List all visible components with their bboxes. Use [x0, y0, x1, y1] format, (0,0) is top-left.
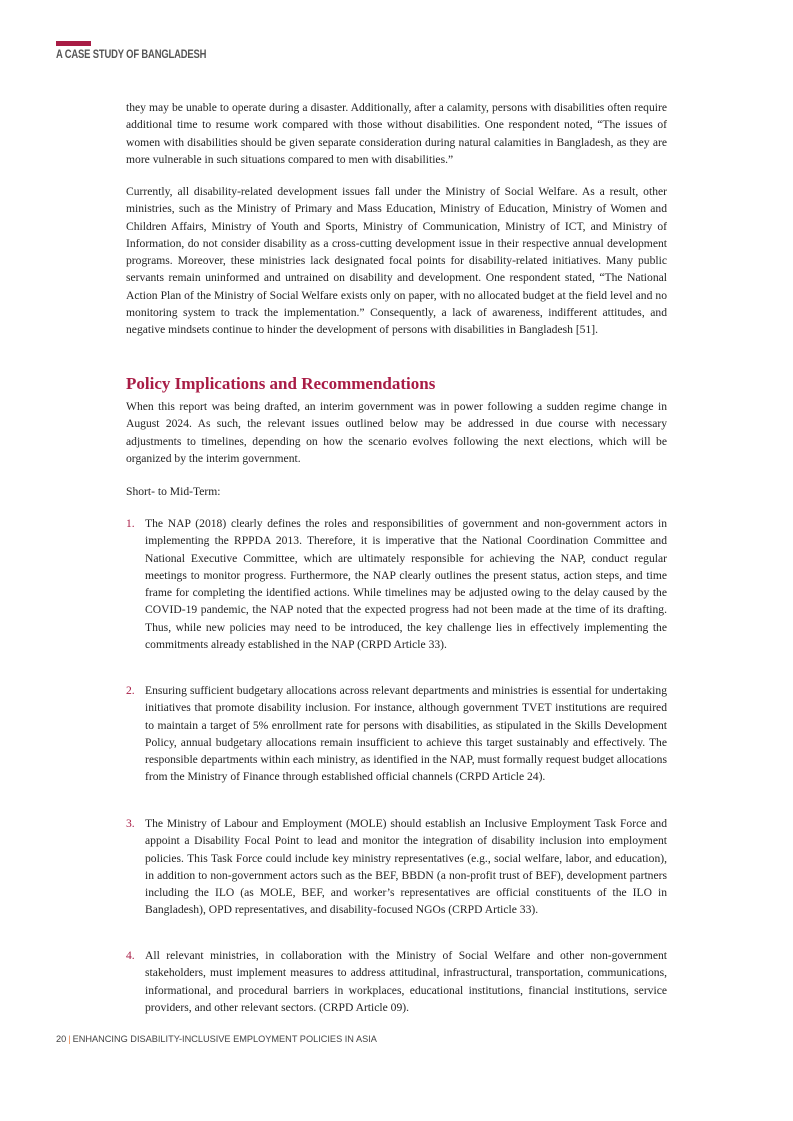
page-number: 20 [56, 1034, 67, 1044]
recommendation-item-3 [126, 815, 667, 919]
list-number: 1. [126, 517, 135, 530]
list-number: 4. [126, 949, 135, 962]
header-accent-bar [56, 41, 91, 46]
body-paragraph-2 [126, 183, 667, 339]
list-item-text: The NAP (2018) clearly defines the roles and responsibilities of government and non-government actors in implementing the RPPDA 2013. Therefore, it is imperative that the National Coordination Committee and National Executive Committee, which are ultimately responsible for achieving the NAP, conduct regular meetings to monitor progress. Furthermore, the NAP clearly outlines the present status, action steps, and time frame for completing the identified actions. While timelines may be adjusted owing to the delay caused by the COVID-19 pandemic, the NAP noted that the expected progress had not been made at the time of its drafting. Thus, while new policies may need to be introduced, the key challenge lies in effectively implementing the commitments already established in the NAP (CRPD Article 33). [145, 517, 667, 652]
list-number: 2. [126, 684, 135, 697]
section-subheading [126, 483, 667, 500]
footer-separator: | [68, 1034, 71, 1044]
recommendation-item-1 [126, 515, 667, 653]
paragraph-text: they may be unable to operate during a disaster. Additionally, after a calamity, persons with disabilities often require additional time to resume work compared with those without disabilities. One respondent noted, “The issues of women with disabilities should be given separate consideration during natural calamities in Bangladesh, as they are more vulnerable in such situations compared to men with disabilities.” [126, 101, 667, 166]
section-heading: Policy Implications and Recommendations [126, 374, 436, 393]
paragraph-text: When this report was being drafted, an interim government was in power following a sudden regime change in August 2024. As such, the relevant issues outlined below may be addressed in due course with necessary adjustments to timelines, depending on how the scenario evolves following the next elections, which will be organized by the interim government. [126, 400, 667, 465]
list-item-text: The Ministry of Labour and Employment (MOLE) should establish an Inclusive Employment Task Force and appoint a Disability Focal Point to lead and monitor the integration of disability inclusion into employment policies. This Task Force could include key ministry representatives (e.g., social welfare, labor, and education), in addition to non-government actors such as the BEF, BBDN (a non-profit trust of BEF), development partners including the ILO (as MOLE, BEF, and worker’s representatives are official constituents of the ILO in Bangladesh), OPD representatives, and disability-focused NGOs (CRPD Article 33). [145, 817, 667, 917]
recommendation-item-2 [126, 682, 667, 786]
footer-title: ENHANCING DISABILITY-INCLUSIVE EMPLOYMENT POLICIES IN ASIA [72, 1034, 377, 1044]
list-item-text: All relevant ministries, in collaboration with the Ministry of Social Welfare and other non-government stakeholders, must implement measures to address attitudinal, infrastructural, transportation, communications, informational, and procedural barriers in workplaces, educational institutions, financial institutions, service providers, and other relevant sectors. (CRPD Article 09). [145, 949, 667, 1014]
list-item-text: Ensuring sufficient budgetary allocations across relevant departments and ministries is essential for undertaking initiatives that promote disability inclusion. For instance, although government TVET institutions are required to maintain a target of 5% enrollment rate for persons with disabilities, as stipulated in the Skills Development Policy, annual budgetary allocations remain insufficient to achieve this target sustainably and effectively. The responsible departments within each ministry, as identified in the NAP, must formally request budget allocations from the Ministry of Finance through established official channels (CRPD Article 24). [145, 684, 667, 784]
list-number: 3. [126, 817, 135, 830]
subheading-text: Short- to Mid-Term: [126, 485, 221, 498]
body-paragraph-1 [126, 99, 667, 168]
running-footer [56, 1034, 377, 1044]
recommendation-item-4 [126, 947, 667, 1016]
paragraph-text: Currently, all disability-related development issues fall under the Ministry of Social Welfare. As a result, other ministries, such as the Ministry of Primary and Mass Education, Ministry of Education, Ministry of Women and Children Affairs, Ministry of Youth and Sports, Ministry of Communication, Ministry of ICT, and Ministry of Information, do not consider disability as a cross-cutting development issue in their respective annual development programs. Moreover, these ministries lack designated focal points for disability-related initiatives. Many public servants remain uninformed and untrained on disability and development. One respondent stated, “The National Action Plan of the Ministry of Social Welfare exists only on paper, with no allocated budget at the field level and no monitoring system to track the implementation.” Consequently, a lack of awareness, indifferent attitudes, and negative mindsets continue to hinder the development of persons with disabilities in Bangladesh [51]. [126, 185, 667, 337]
section-intro [126, 398, 667, 467]
running-header: A CASE STUDY OF BANGLADESH [56, 49, 207, 61]
